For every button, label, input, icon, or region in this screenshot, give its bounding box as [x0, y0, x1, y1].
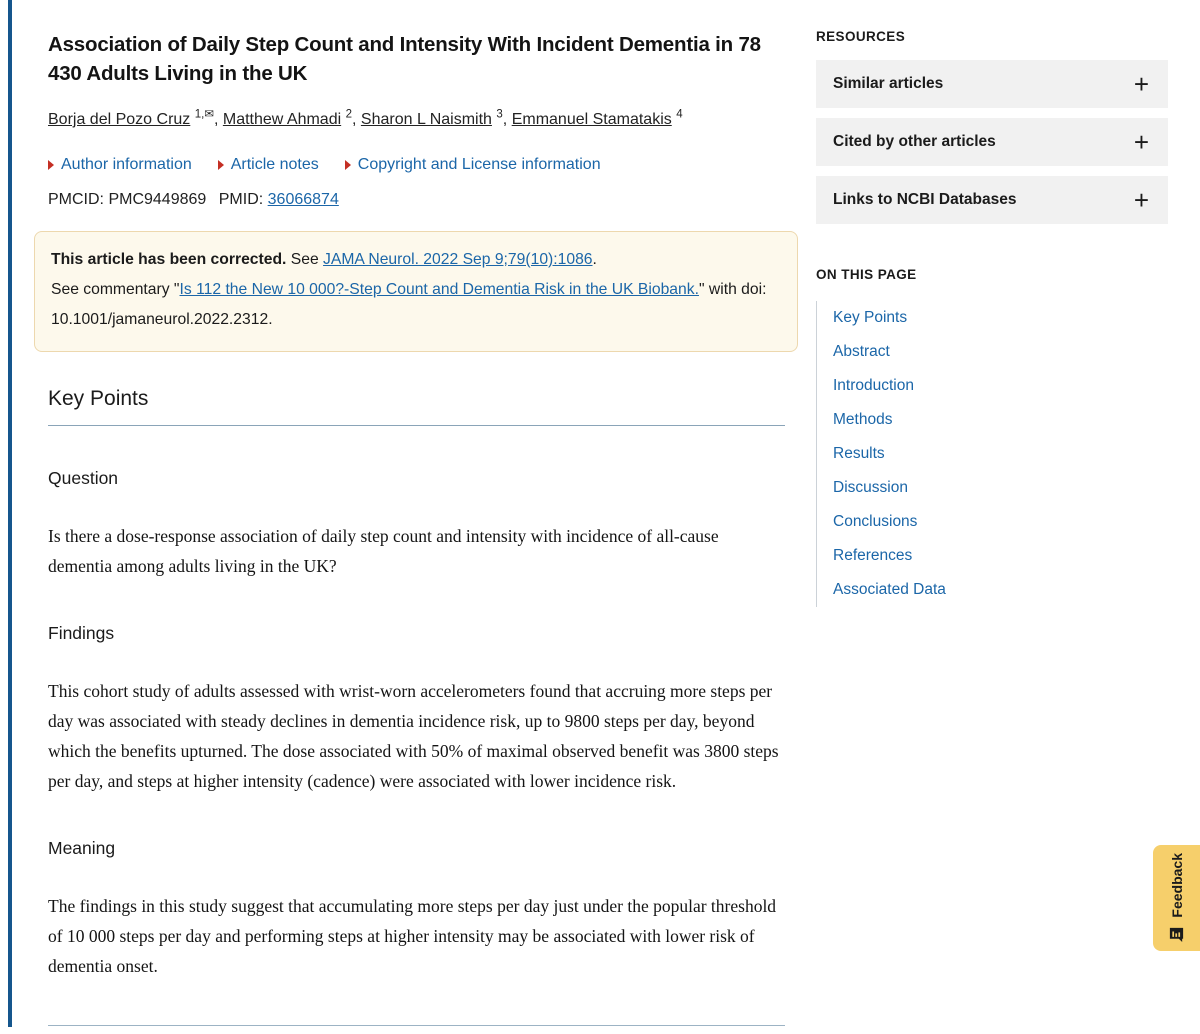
nav-item-methods[interactable]: Methods: [833, 411, 893, 428]
author-information-link[interactable]: [48, 156, 192, 174]
plus-icon: +: [1133, 127, 1149, 157]
left-accent-bar: [8, 0, 12, 1027]
author-link[interactable]: Borja del Pozo Cruz: [48, 111, 191, 128]
author-link[interactable]: Emmanuel Stamatakis: [511, 111, 672, 128]
pmid-label: PMID:: [218, 191, 264, 208]
meta-link-label: Author information: [61, 156, 192, 173]
resources-heading: RESOURCES: [816, 29, 906, 44]
pmcid-value: PMC9449869: [108, 191, 207, 208]
disclosure-arrow-icon: [218, 160, 224, 170]
nav-item-key-points[interactable]: Key Points: [833, 309, 908, 326]
on-this-page-heading: ON THIS PAGE: [816, 267, 917, 282]
nav-item-abstract[interactable]: Abstract: [833, 343, 890, 360]
disclosure-arrow-icon: [345, 160, 351, 170]
resources-accordion: [816, 60, 1168, 224]
article-notes-link[interactable]: [218, 156, 319, 174]
author-link[interactable]: Sharon L Naismith: [360, 111, 492, 128]
commentary-post-text: " with doi: 10.1001/jamaneurol.2022.2312.: [51, 281, 767, 328]
meaning-text: The findings in this study suggest that accumulating more steps per day just under the popular threshold of 10 000 steps per day and performing steps at higher intensity may be associated with lower risk of dementia onset.: [48, 896, 777, 976]
commentary-link[interactable]: Is 112 the New 10 000?-Step Count and Dementia Risk in the UK Biobank.: [179, 281, 699, 298]
correction-line-1: [51, 245, 781, 275]
author: [222, 108, 361, 128]
commentary-pre-text: See commentary ": [51, 281, 180, 298]
cited-by-accordion[interactable]: [816, 118, 1168, 166]
meta-link-label: Copyright and License information: [357, 156, 601, 173]
nav-item-results[interactable]: Results: [833, 445, 885, 462]
article-meta-links: [48, 156, 785, 174]
findings-text: This cohort study of adults assessed with wrist-worn accelerometers found that accruing more steps per day was associated with steady declines in dementia incidence risk, up to 9800 steps per day, beyond which the benefits upturned. The dose associated with 50% of maximal observed benefit was 3800 steps per day, and steps at higher intensity (cadence) were associated with lower incidence risk.: [48, 681, 779, 791]
meta-link-label: Article notes: [230, 156, 319, 173]
ncbi-links-accordion[interactable]: [816, 176, 1168, 224]
similar-articles-accordion[interactable]: [816, 60, 1168, 108]
correction-period: .: [592, 251, 597, 268]
plus-icon: +: [1133, 69, 1149, 99]
feedback-button[interactable]: [1153, 845, 1200, 951]
author-affiliation-sup: 3: [496, 108, 503, 121]
nav-item-conclusions[interactable]: Conclusions: [833, 513, 918, 530]
feedback-label: Feedback: [1168, 852, 1185, 918]
article-identifiers: [48, 191, 785, 209]
section-divider: [48, 1025, 785, 1026]
author-affiliation-sup: 1,✉: [194, 108, 214, 121]
author: [511, 108, 683, 128]
question-heading: Question: [48, 468, 119, 488]
nav-item-references[interactable]: References: [833, 547, 913, 564]
findings-heading: Findings: [48, 623, 115, 643]
article-main-column: [48, 0, 785, 1034]
author: [48, 108, 223, 128]
disclosure-arrow-icon: [48, 160, 54, 170]
author-affiliation-sup: 4: [676, 108, 683, 121]
nav-item-associated-data[interactable]: Associated Data: [833, 581, 946, 598]
nav-item-introduction[interactable]: Introduction: [833, 377, 914, 394]
question-text: Is there a dose-response association of daily step count and intensity with incidence of all-cause dementia among adults living in the UK?: [48, 526, 719, 576]
pmid-group: [219, 191, 339, 208]
correction-citation-link[interactable]: JAMA Neurol. 2022 Sep 9;79(10):1086: [323, 251, 593, 268]
plus-icon: +: [1133, 185, 1149, 215]
accordion-label: Links to NCBI Databases: [833, 191, 1017, 208]
right-sidebar: [816, 0, 1168, 1034]
feedback-chart-bubble-icon: [1168, 926, 1185, 943]
author: [360, 108, 512, 128]
author-list: [48, 108, 785, 129]
accordion-label: Cited by other articles: [833, 133, 996, 150]
key-points-heading: Key Points: [48, 387, 785, 426]
correction-bold-text: This article has been corrected.: [51, 251, 287, 268]
copyright-license-link[interactable]: [345, 156, 601, 174]
author-link[interactable]: Matthew Ahmadi: [222, 111, 342, 128]
correction-notice-box: [34, 231, 798, 352]
article-title: Association of Daily Step Count and Intensity With Incident Dementia in 78 430 Adults Living in the UK: [48, 33, 761, 85]
author-affiliation-sup: 2: [345, 108, 353, 121]
nav-item-discussion[interactable]: Discussion: [833, 479, 908, 496]
correction-line-2: [51, 275, 781, 335]
pmcid-label: PMCID:: [48, 191, 104, 208]
pmcid-group: [48, 191, 206, 208]
pmid-link[interactable]: 36066874: [267, 191, 339, 208]
correction-see-text: See: [290, 251, 319, 268]
on-this-page-nav: [816, 301, 1168, 607]
meaning-heading: Meaning: [48, 838, 116, 858]
accordion-label: Similar articles: [833, 75, 944, 92]
